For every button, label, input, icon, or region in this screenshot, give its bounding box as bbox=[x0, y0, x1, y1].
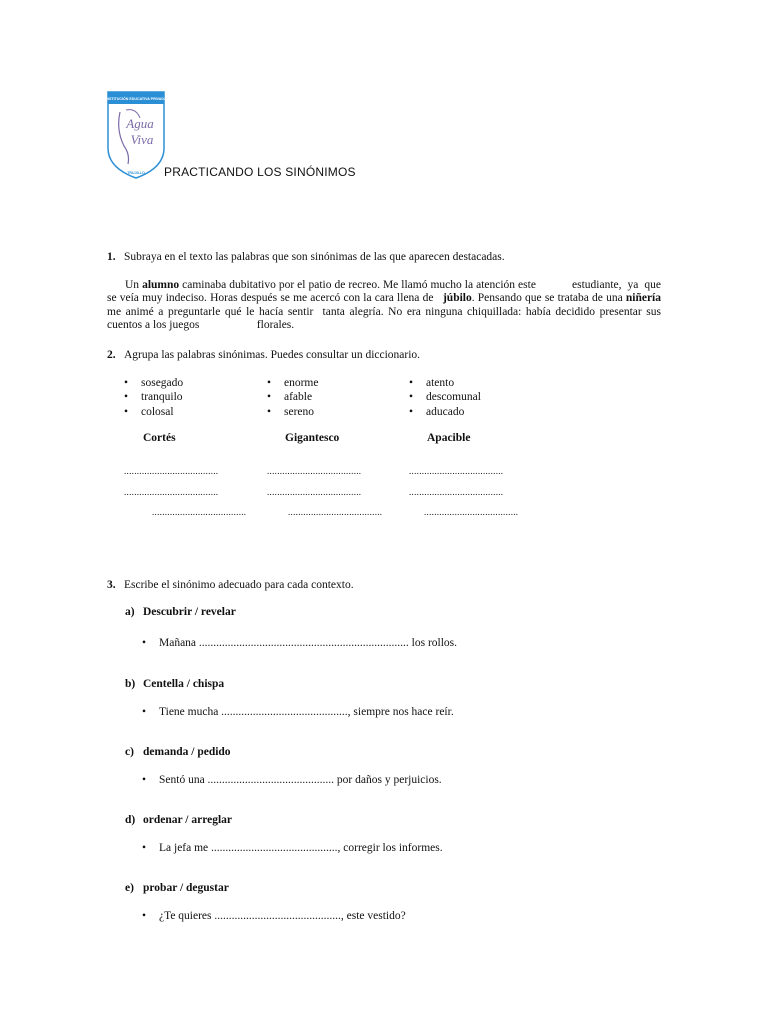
subquestion-e bbox=[125, 882, 229, 894]
question-number: 3. bbox=[107, 579, 116, 591]
word-item: • atento bbox=[426, 376, 481, 390]
question-1-instruction bbox=[107, 251, 505, 263]
question-2-instruction bbox=[107, 349, 420, 361]
fill-in-line[interactable]: ..................................... bbox=[124, 487, 219, 497]
word-pair: probar / degustar bbox=[143, 882, 229, 894]
instruction-text: Subraya en el texto las palabras que son sinónimas de las que aparecen destacadas. bbox=[124, 251, 505, 263]
school-crest-icon bbox=[106, 90, 166, 180]
word-list-column-1 bbox=[124, 376, 183, 419]
question-number: 1. bbox=[107, 251, 116, 263]
context-sentence bbox=[142, 842, 443, 854]
subquestion-label: d) bbox=[125, 814, 136, 826]
bullet-icon: • bbox=[142, 842, 147, 854]
group-header-cortes: Cortés bbox=[143, 432, 176, 444]
word-item: • descomunal bbox=[426, 390, 481, 404]
context-sentence bbox=[142, 706, 454, 718]
word-list-column-2 bbox=[267, 376, 318, 419]
fill-in-line[interactable]: ..................................... bbox=[267, 487, 362, 497]
subquestion-label: e) bbox=[125, 882, 134, 894]
word-item: • aducado bbox=[426, 405, 481, 419]
word-pair: ordenar / arreglar bbox=[143, 814, 232, 826]
context-sentence bbox=[142, 774, 442, 786]
highlighted-word: alumno bbox=[142, 279, 180, 291]
fill-in-line[interactable]: ..................................... bbox=[409, 487, 504, 497]
bullet-icon: • bbox=[142, 706, 147, 718]
group-header-apacible: Apacible bbox=[427, 432, 471, 444]
word-item: • sereno bbox=[284, 405, 318, 419]
subquestion-c bbox=[125, 746, 231, 758]
word-pair: Centella / chispa bbox=[143, 678, 225, 690]
page-title: PRACTICANDO LOS SINÓNIMOS bbox=[164, 165, 356, 179]
word-item: • enorme bbox=[284, 376, 318, 390]
bullet-icon: • bbox=[142, 637, 147, 649]
question-number: 2. bbox=[107, 349, 116, 361]
sentence-text: Tiene mucha ............................................, siempre nos hace reír. bbox=[159, 706, 454, 718]
logo-banner-text: INSTITUCIÓN EDUCATIVA PRIVADA bbox=[106, 97, 166, 101]
word-pair: demanda / pedido bbox=[143, 746, 231, 758]
fill-in-line[interactable]: ..................................... bbox=[424, 507, 519, 517]
fill-in-line[interactable]: ..................................... bbox=[152, 507, 247, 517]
logo-line1: Agua bbox=[126, 116, 154, 131]
highlighted-word: júbilo bbox=[442, 292, 472, 305]
bullet-icon: • bbox=[142, 774, 147, 786]
group-header-gigantesco: Gigantesco bbox=[285, 432, 340, 444]
subquestion-label: a) bbox=[125, 606, 135, 618]
bullet-icon: • bbox=[142, 910, 147, 922]
instruction-text: Escribe el sinónimo adecuado para cada contexto. bbox=[124, 579, 354, 591]
context-sentence bbox=[142, 910, 406, 922]
fill-in-line[interactable]: ..................................... bbox=[267, 466, 362, 476]
word-item: • sosegado bbox=[141, 376, 183, 390]
logo-bottom-text: TRUJILLO bbox=[127, 171, 145, 175]
paragraph-text: me animé a preguntarle qué le hacía sentir tanta alegría. No era ninguna chiquillada: había decidido presentar sus cuentos a los juegos florales. bbox=[107, 292, 664, 332]
subquestion-label: c) bbox=[125, 746, 134, 758]
paragraph-text: caminaba dubitativo por el patio de recreo. Me llamó mucho la atención este estudiante, ya que se veía muy indeciso. Horas después se me acercó con la cara llena de bbox=[107, 279, 667, 305]
word-pair: Descubrir / revelar bbox=[143, 606, 236, 618]
sentence-text: ¿Te quieres ............................................, este vestido? bbox=[159, 910, 406, 922]
word-item: • afable bbox=[284, 390, 318, 404]
fill-in-line[interactable]: ..................................... bbox=[124, 466, 219, 476]
instruction-text: Agrupa las palabras sinónimas. Puedes consultar un diccionario. bbox=[124, 349, 421, 361]
word-item: • colosal bbox=[141, 405, 183, 419]
subquestion-b bbox=[125, 678, 224, 690]
fill-in-line[interactable]: ..................................... bbox=[288, 507, 383, 517]
school-logo bbox=[106, 90, 166, 180]
sentence-text: Sentó una ............................................ por daños y perjuicios. bbox=[159, 774, 442, 786]
subquestion-a bbox=[125, 606, 236, 618]
fill-in-line[interactable]: ..................................... bbox=[409, 466, 504, 476]
sentence-text: La jefa me ............................................, corregir los informes. bbox=[159, 842, 443, 854]
word-item: • tranquilo bbox=[141, 390, 183, 404]
subquestion-d bbox=[125, 814, 232, 826]
highlighted-word: niñería bbox=[625, 292, 661, 305]
question-3-instruction bbox=[107, 579, 354, 591]
question-1-paragraph bbox=[107, 279, 667, 333]
context-sentence bbox=[142, 637, 457, 649]
logo-line2: Viva bbox=[130, 132, 154, 147]
paragraph-text: Un bbox=[125, 279, 143, 291]
word-list-column-3 bbox=[409, 376, 481, 419]
subquestion-label: b) bbox=[125, 678, 136, 690]
sentence-text: Mañana ......................................................................... los rollos. bbox=[159, 637, 458, 649]
paragraph-text: . Pensando que se trataba de una bbox=[471, 292, 626, 305]
